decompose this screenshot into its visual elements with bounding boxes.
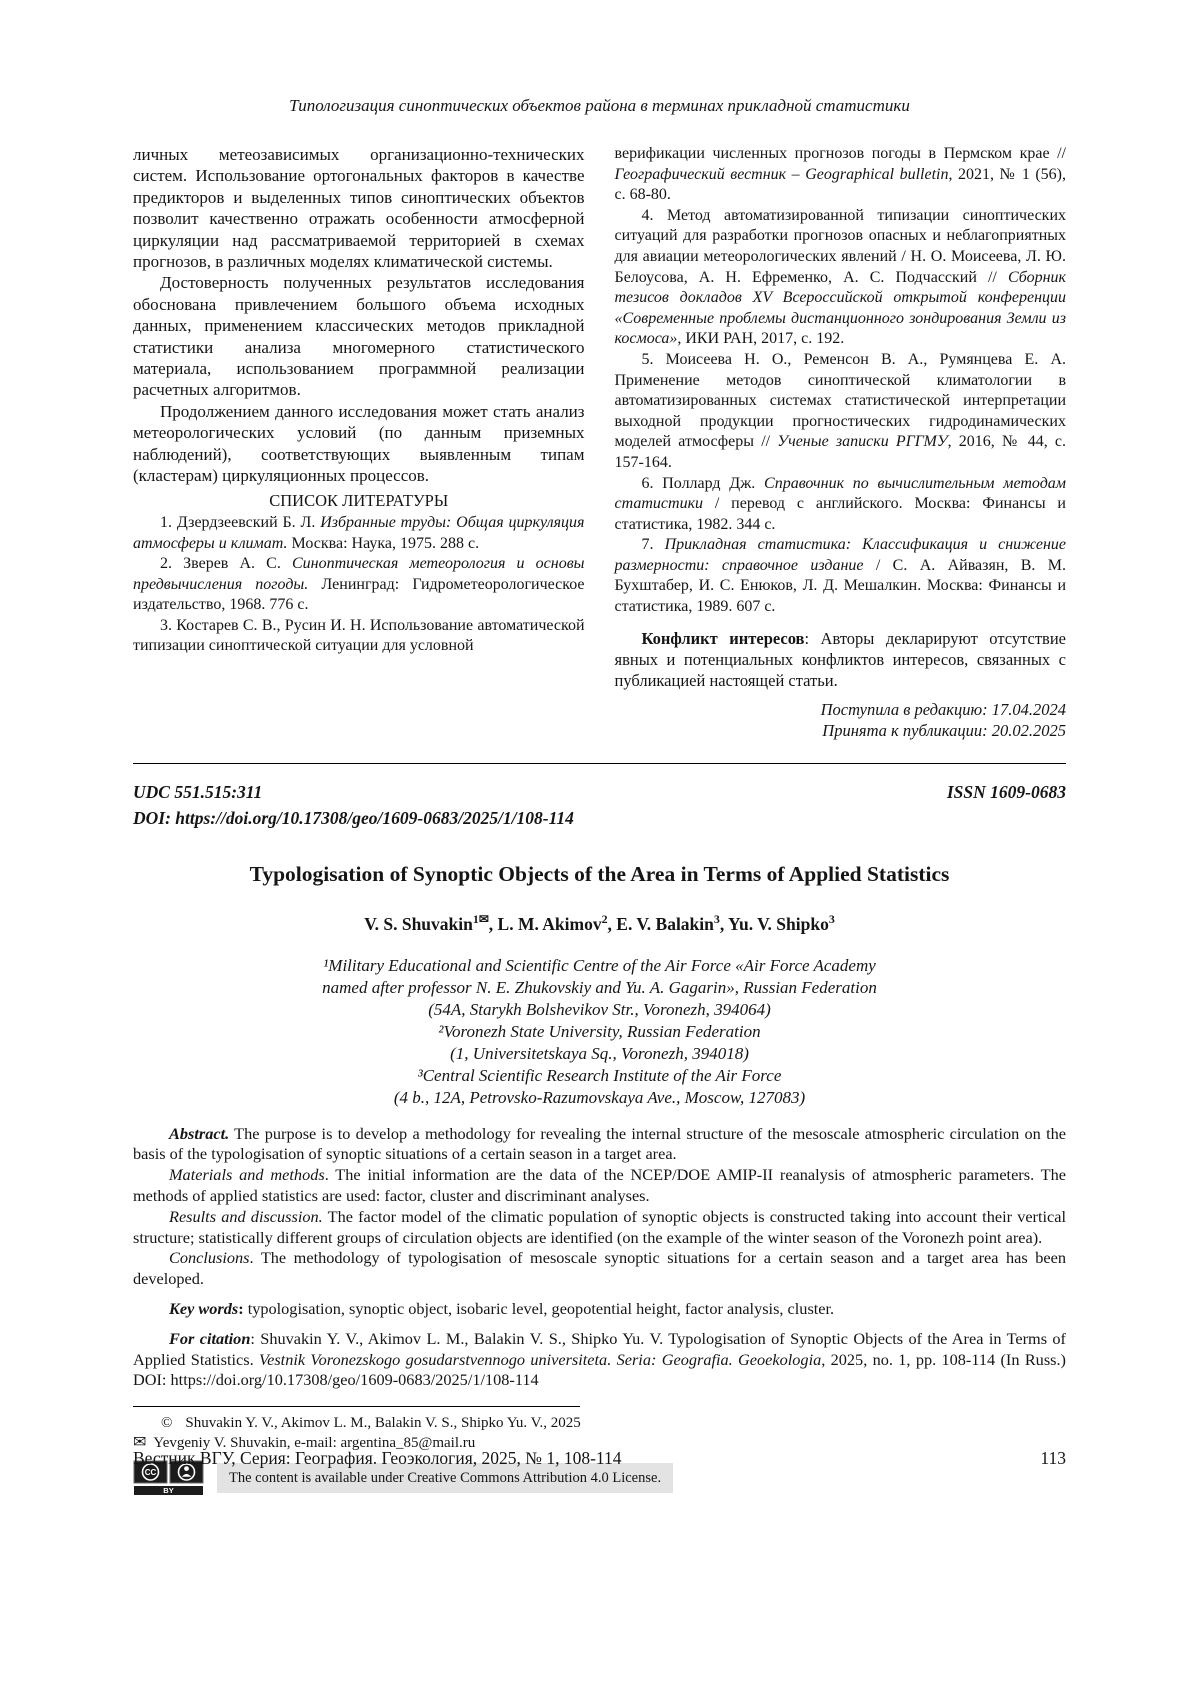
- references-heading: СПИСОК ЛИТЕРАТУРЫ: [269, 490, 449, 510]
- abstract-paragraph: Results and discussion. The factor model of the climatic population of synoptic objects is constructed taking into account their vertical structure; statistically different groups of circulation objects are identified (on the example of the winter season of the Voronezh point area).: [133, 1206, 1067, 1247]
- body-paragraph: личных метеозависимых организационно-технических систем. Использование ортогональных факторов в качестве предикторов и выделенных типов синоптических объектов позволит качественно отражать особенности атмосферной циркуляции над рассматриваемой территорией в схемах прогнозов, в различных моделях климатической системы.: [133, 145, 585, 272]
- copyright-line: [133, 1413, 1066, 1433]
- affiliation-line: (54A, Starykh Bolshevikov Str., Voronezh, 394064): [428, 999, 771, 1019]
- authors-line: V. S. Shuvakin$^{1✉}$, L. M. Akimov$^2$, E. V. Balakin$^3$, Yu. V. Shipko$^3$: [364, 911, 835, 934]
- abstract-paragraph: Conclusions. The methodology of typologisation of mesoscale synoptic situations for a certain season and a target area has been developed.: [133, 1248, 1066, 1289]
- udc-label: UDC 551.515:311: [133, 781, 263, 802]
- affiliation-line: (4 b., 12A, Petrovsko-Razumovskaya Ave., Moscow, 127083): [393, 1087, 806, 1107]
- cc-letters: CC: [144, 1468, 157, 1478]
- reference-item: 4. Метод автоматизированной типизации синоптических ситуаций для разработки прогнозов опасных и неблагоприятных для авиации метеорологических явлений / Н. О. Моисеева, Л. Ю. Белоусова, А. Н. Ефременко, А. С. Подчасский // Сборник тезисов докладов XV Всероссийской открытой конференции «Современные проблемы дистанционного зондирования Земли из космоса», ИКИ РАН, 2017, с. 192.: [614, 206, 1066, 348]
- body-paragraph: Достоверность полученных результатов исследования обоснована привлечением большого объема исходных данных, применением классических методов прикладной статистики анализа многомерного статистического материала, использованием программной реализации расчетных алгоритмов.: [133, 273, 585, 400]
- abstract-block: [133, 1124, 1066, 1290]
- envelope-icon: ✉: [133, 1434, 147, 1452]
- reference-item-continuation: верификации численных прогнозов погоды в Пермском крае // Географический вестник – Geographical bulletin, 2021, № 1 (56), с. 68-80.: [614, 145, 1067, 204]
- abstract-paragraph: Materials and methods. The initial information are the data of the NCEP/DOE AMIP-II reanalysis of atmospheric parameters. The methods of applied statistics are used: factor, cluster and discriminant analyses.: [133, 1165, 1066, 1206]
- conflict-of-interest: Конфликт интересов: Авторы декларируют отсутствие явных и потенциальных конфликтов интересов, связанных с публикацией настоящей статьи.: [614, 628, 1066, 690]
- keywords-paragraph: Key words: typologisation, synoptic object, isobaric level, geopotential height, factor analysis, cluster.: [169, 1299, 835, 1319]
- citation-paragraph: For citation: Shuvakin Y. V., Akimov L. M., Balakin V. S., Shipko Yu. V. Typologisation of Synoptic Objects of the Area in Terms of Applied Statistics. Vestnik Voronezskogo gosudarstvennogo universiteta. Seria: Geografia. Geoekologia, 2025, no. 1, pp. 108-114 (In Russ.) DOI: https://doi.org/10.17308/geo/1609-0683/2025/1/108-114: [133, 1328, 1066, 1390]
- affiliation-line: ¹Military Educational and Scientific Centre of the Air Force «Air Force Academy: [323, 955, 876, 975]
- cc-license-text: The content is available under Creative Commons Attribution 4.0 License.: [217, 1463, 673, 1493]
- abstract-paragraph: Abstract. The purpose is to develop a methodology for revealing the internal structure of the mesoscale atmospheric circulation on the basis of the typologisation of synoptic situations of a certain season in a target area.: [133, 1123, 1066, 1164]
- reference-item: 3. Костарев С. В., Русин И. Н. Использование автоматической типизации синоптической ситуации для условной: [133, 616, 585, 655]
- journal-footer: [133, 1448, 1066, 1469]
- reference-item: 7. Прикладная статистика: Классификация и снижение размерности: справочное издание / С. А. Айвазян, В. М. Бухштабер, И. С. Енюков, Л. Д. Мешалкин. Москва: Финансы и статистика, 1989. 607 с.: [614, 536, 1066, 616]
- affiliation-line: named after professor N. E. Zhukovskiy and Yu. A. Gagarin», Russian Federation: [322, 977, 877, 997]
- left-column: [133, 144, 585, 741]
- reference-item: 1. Дзердзеевский Б. Л. Избранные труды: Общая циркуляция атмосферы и климат. Москва: Наука, 1975. 288 с.: [133, 513, 585, 552]
- affiliation-line: (1, Universitetskaya Sq., Voronezh, 394018): [450, 1043, 749, 1063]
- article-meta-row: [133, 782, 1066, 803]
- by-letters: BY: [163, 1486, 174, 1496]
- article-title: Typologisation of Synoptic Objects of the Area in Terms of Applied Statistics: [249, 861, 950, 886]
- reference-item: 2. Зверев А. С. Синоптическая метеорология и основы предвычисления погоды. Ленинград: Гидрометеорологическое издательство, 1968. 776 с.: [133, 555, 585, 614]
- body-paragraph: Продолжением данного исследования может стать анализ метеорологических условий (по данным приземных наблюдений), соответствующих выявленным типам (кластерам) циркуляционных процессов.: [133, 401, 585, 486]
- article-divider: [133, 763, 1066, 764]
- reference-item: 6. Поллард Дж. Справочник по вычислительным методам статистики / перевод с английского. Москва: Финансы и статистика, 1982. 344 с.: [614, 474, 1066, 533]
- doi-line: DOI: https://doi.org/10.17308/geo/1609-0683/2025/1/108-114: [133, 807, 574, 828]
- running-head: Типологизация синоптических объектов района в терминах прикладной статистики: [289, 96, 910, 115]
- issn-label: ISSN 1609-0683: [946, 781, 1066, 802]
- email-text: Yevgeniy V. Shuvakin, e-mail: argentina_85@mail.ru: [153, 1435, 476, 1452]
- right-column: [615, 144, 1067, 741]
- affiliations-block: [133, 955, 1066, 1109]
- reference-item: 5. Моисеева Н. О., Ременсон В. А., Румянцева Е. А. Применение методов синоптической климатологии в автоматизированных системах статистической интерпретации выходной продукции прогностических гидродинамических моделей атмосферы // Ученые записки РГГМУ, 2016, № 44, с. 157-164.: [614, 350, 1067, 471]
- affiliation-line: ²Voronezh State University, Russian Federation: [438, 1021, 761, 1041]
- copyright-symbol: ©: [161, 1415, 173, 1432]
- two-column-body: [133, 144, 1066, 741]
- footnote-divider: [133, 1406, 580, 1407]
- received-date: Поступила в редакцию: 17.04.2024: [820, 699, 1066, 719]
- page-number: 113: [1040, 1448, 1066, 1468]
- affiliation-line: ³Central Scientific Research Institute of the Air Force: [417, 1065, 782, 1085]
- copyright-text: Shuvakin Y. V., Akimov L. M., Balakin V. S., Shipko Yu. V., 2025: [185, 1415, 581, 1432]
- journal-info: Вестник ВГУ, Серия: География. Геоэкология, 2025, № 1, 108-114: [133, 1448, 622, 1468]
- accepted-date: Принята к публикации: 20.02.2025: [822, 720, 1066, 740]
